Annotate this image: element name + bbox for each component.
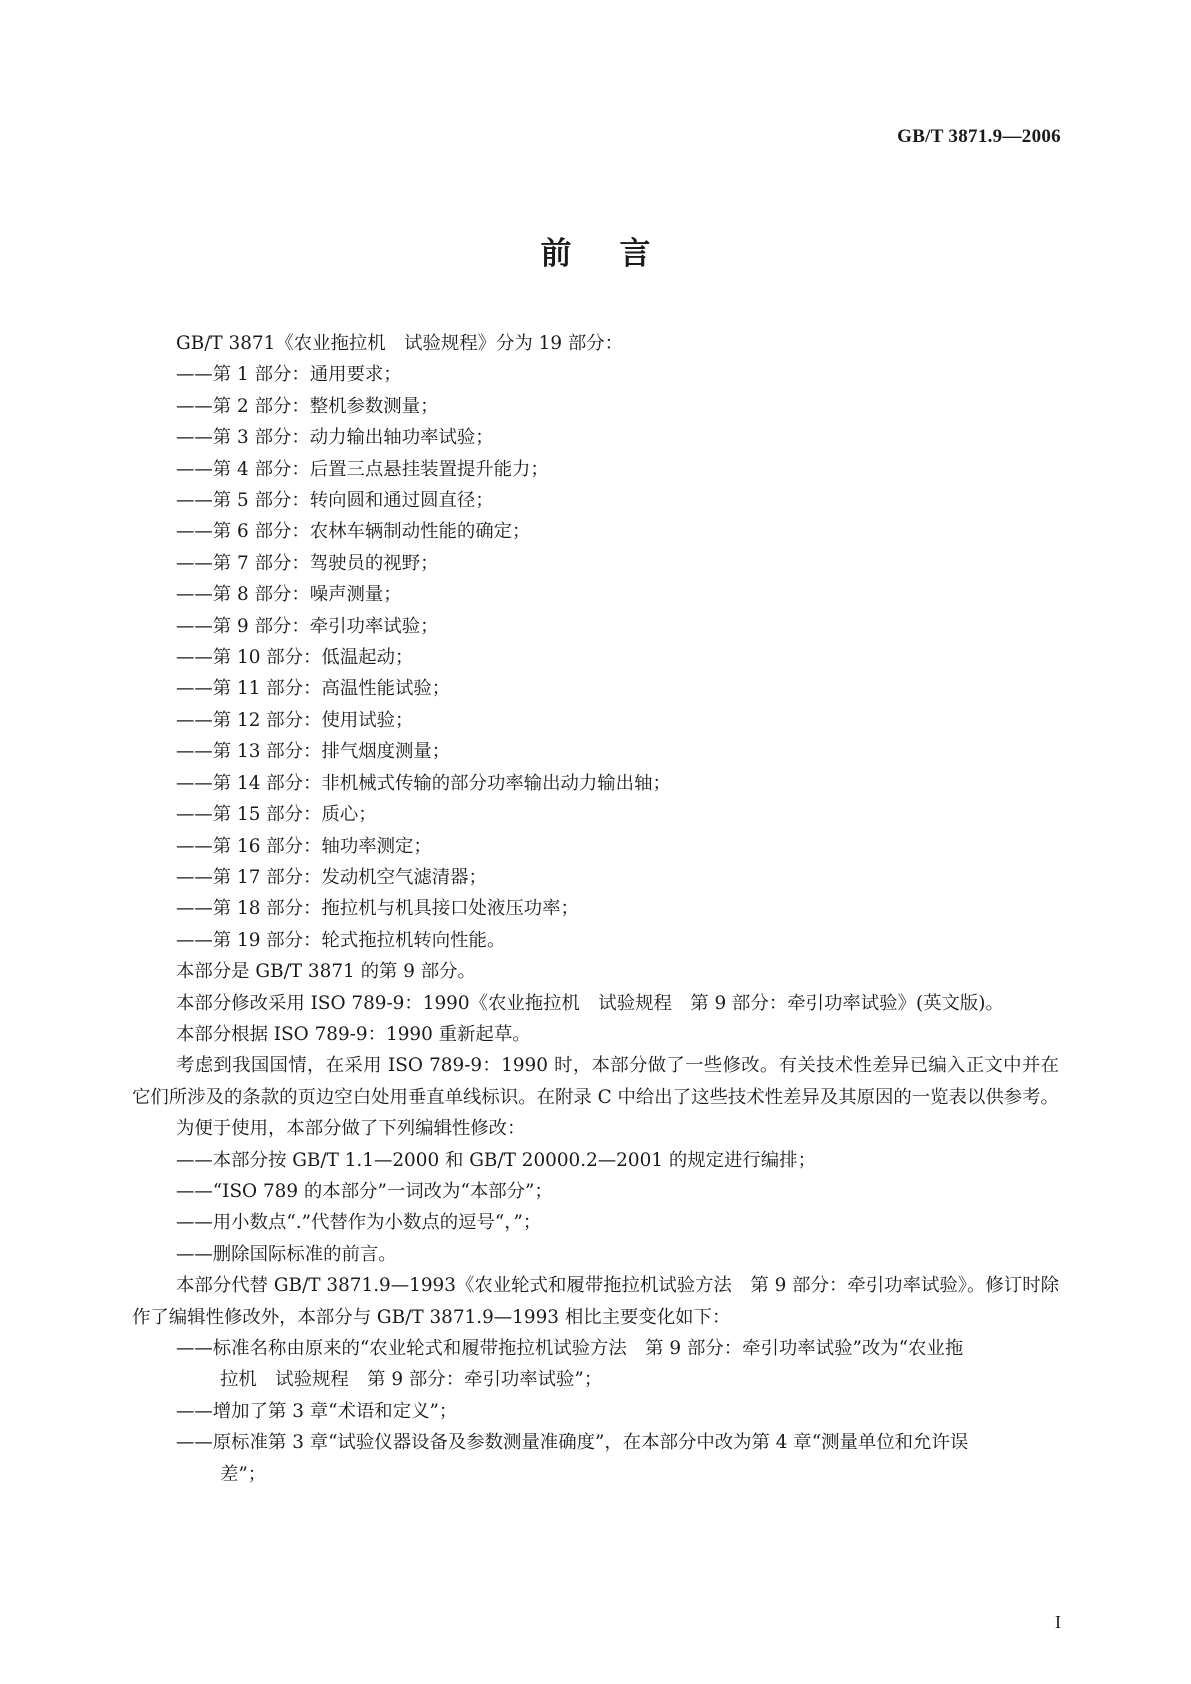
list-item: ——第 8 部分：噪声测量； (176, 584, 402, 606)
list-item (132, 1427, 1059, 1490)
list-item: ——第 17 部分：发动机空气滤清器； (176, 866, 487, 888)
list-item (132, 1396, 1059, 1427)
paragraph: 考虑到我国国情，在采用 ISO 789-9：1990 时，本部分做了一些修改。有关技术性差异已编入正文中并在它们所涉及的条款的页边空白处用垂直单线标识。在附录 C 中给出了这些技术性差异及其原因的一览表以供参考。 (132, 1055, 1059, 1108)
list-item: ——第 11 部分：高温性能试验； (176, 678, 451, 700)
paragraph: 本部分是 GB/T 3871 的第 9 部分。 (176, 961, 476, 983)
list-item: ——本部分按 GB/T 1.1—2000 和 GB/T 20000.2—2001 的规定进行编排； (176, 1149, 816, 1171)
list-item: ——第 1 部分：通用要求； (176, 364, 402, 386)
list-item: ——第 9 部分：牵引功率试验； (176, 615, 439, 637)
document-body (132, 328, 1059, 1490)
list-item: ——第 12 部分：使用试验； (176, 709, 414, 731)
changes-list (132, 1333, 1059, 1490)
list-item: ——第 14 部分：非机械式传输的部分功率输出动力输出轴； (176, 772, 671, 794)
paragraph: 本部分代替 GB/T 3871.9—1993《农业轮式和履带拖拉机试验方法 第 9 部分：牵引功率试验》。修订时除作了编辑性修改外，本部分与 GB/T 3871.9—1993 相比主要变化如下： (132, 1275, 1059, 1328)
intro-paragraph: GB/T 3871《农业拖拉机 试验规程》分为 19 部分： (176, 333, 624, 354)
list-item: ——用小数点“.”代替作为小数点的逗号“，”； (176, 1212, 542, 1234)
list-item: ——“ISO 789 的本部分”一词改为“本部分”； (176, 1180, 553, 1202)
list-item-line: ——增加了第 3 章“术语和定义”； (176, 1400, 458, 1422)
list-item: ——第 3 部分：动力输出轴功率试验； (176, 427, 494, 449)
list-item: ——第 18 部分：拖拉机与机具接口处液压功率； (176, 898, 579, 920)
list-item: ——第 7 部分：驾驶员的视野； (176, 552, 439, 574)
list-item (132, 1333, 1059, 1396)
list-item: ——第 6 部分：农林车辆制动性能的确定； (176, 521, 531, 543)
list-item: ——第 16 部分：轴功率测定； (176, 835, 432, 857)
list-item: ——第 13 部分：排气烟度测量； (176, 741, 451, 763)
paragraph: 为便于使用，本部分做了下列编辑性修改： (176, 1118, 526, 1140)
page-title: 前言 (540, 236, 699, 272)
standard-number: GB/T 3871.9—2006 (897, 126, 1061, 147)
list-item-line: 拉机 试验规程 第 9 部分：牵引功率试验”； (220, 1369, 603, 1391)
list-item: ——第 15 部分：质心； (176, 804, 377, 826)
list-item: ——第 10 部分：低温起动； (176, 647, 414, 669)
list-item: ——第 5 部分：转向圆和通过圆直径； (176, 490, 494, 512)
list-item: ——删除国际标准的前言。 (176, 1243, 397, 1265)
edits-list (132, 1145, 1059, 1271)
list-item: ——第 2 部分：整机参数测量； (176, 395, 439, 417)
paragraph: 本部分根据 ISO 789-9：1990 重新起草。 (176, 1023, 531, 1045)
list-item-line: ——原标准第 3 章“试验仪器设备及参数测量准确度”，在本部分中改为第 4 章“测量单位和允许误 (176, 1432, 969, 1454)
parts-list (132, 359, 1059, 956)
list-item: ——第 19 部分：轮式拖拉机转向性能。 (176, 929, 506, 951)
list-item: ——第 4 部分：后置三点悬挂装置提升能力； (176, 458, 549, 480)
page-number: I (1055, 1612, 1061, 1632)
list-item-line: 差”； (220, 1463, 267, 1485)
list-item-line: ——标准名称由原来的“农业轮式和履带拖拉机试验方法 第 9 部分：牵引功率试验”改为“农业拖 (176, 1338, 964, 1359)
paragraph: 本部分修改采用 ISO 789-9：1990《农业拖拉机 试验规程 第 9 部分：牵引功率试验》(英文版)。 (176, 992, 1004, 1014)
